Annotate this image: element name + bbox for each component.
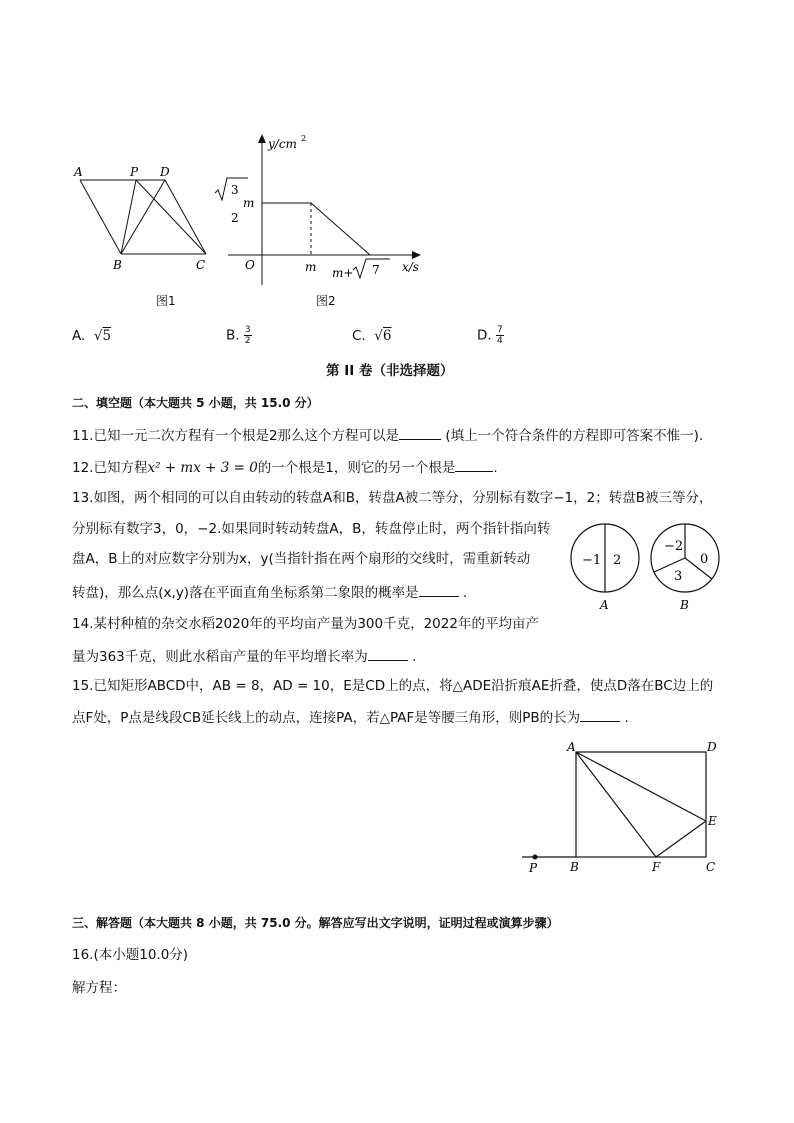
spinner-a-right-value: 2 <box>613 553 622 568</box>
q12-text-c: . <box>493 460 498 476</box>
q13-text-b: . <box>462 585 468 601</box>
fig1-edge-ab <box>80 180 121 254</box>
q12-text-a: 12.已知方程 <box>72 460 148 476</box>
fig2-y-label-exp: 2 <box>301 134 307 143</box>
fig2-y-label: y/cm <box>268 137 297 151</box>
q11-text-b: (填上一个符合条件的方程即可答案不惟一). <box>445 428 704 444</box>
q13-line-4 <box>72 582 467 602</box>
fig2-x-label: x/s <box>402 260 419 274</box>
q10-option-a-label: A. <box>72 328 86 344</box>
q14-text-a: 量为363千克，则此水稻亩产量的年平均增长率为 <box>72 649 368 665</box>
q15-label-b: B <box>570 860 579 874</box>
q15-segment-fe <box>656 821 706 857</box>
q15-label-a: A <box>567 740 576 754</box>
q15-line-1: 15.已知矩形ABCD中，AB = 8，AD = 10，E是CD上的点，将△ADE沿折痕AE折叠，使点D落在BC边上的 <box>72 678 714 694</box>
fig2-x-tick-m: m <box>305 260 317 274</box>
q13-line-1: 13.如图，两个相同的可以自由转动的转盘A和B，转盘A被二等分，分别标有数字−1，2；转盘B被三等分， <box>72 490 713 506</box>
spinner-a-left-value: −1 <box>582 553 602 568</box>
fig1-label-a: A <box>74 165 83 179</box>
q10-option-d-fraction: $\frac{7}{4}$ <box>496 325 503 346</box>
spinner-b-right-value: 0 <box>700 552 709 567</box>
fig1-label-c: C <box>196 258 206 272</box>
q13-answer-blank[interactable] <box>419 582 459 597</box>
fig2-y-tick-num: 3 <box>231 183 239 197</box>
q14-line-2 <box>72 646 416 666</box>
q10-option-a: A. √5 <box>72 328 112 344</box>
q15-text-a: 点F处，P点是线段CB延长线上的动点，连接PA，若△PAF是等腰三角形，则PB的长为 <box>72 710 581 726</box>
figure-q15 <box>516 736 726 876</box>
q10-option-d-label: D. <box>477 327 492 344</box>
q15-segment-ae <box>576 752 706 821</box>
q15-line-2 <box>72 707 629 727</box>
q14-answer-blank[interactable] <box>368 646 408 661</box>
section3-header: 三、解答题（本大题共 8 小题，共 75.0 分。解答应写出文字说明，证明过程或演算步骤） <box>72 916 559 930</box>
figure-1 <box>70 160 220 310</box>
q10-option-b-fraction: $\frac{3}{2}$ <box>244 325 251 346</box>
q10-option-b-label: B. <box>226 327 240 344</box>
fig1-label-p: P <box>130 165 139 179</box>
spinner-a-caption: A <box>600 598 609 612</box>
q14-line-1: 14.某村种植的杂交水稻2020年的平均亩产量为300千克，2022年的平均亩产 <box>72 616 539 632</box>
q15-rectangle-abcd <box>576 752 706 857</box>
fig1-seg-db <box>121 180 165 254</box>
fig2-y-tick-den: 2 <box>231 211 239 225</box>
fig2-x-tick-root: 7 <box>372 263 380 277</box>
q15-label-p: P <box>529 861 538 875</box>
q13-line-2: 分别标有数字3，0，−2.如果同时转动转盘A，B，转盘停止时，两个指针指向转 <box>72 521 551 537</box>
q15-label-f: F <box>652 860 661 874</box>
q16-prompt: 解方程： <box>72 980 126 996</box>
q10-option-b <box>226 325 252 346</box>
q12-answer-blank[interactable] <box>455 457 493 472</box>
fig1-caption: 图1 <box>156 294 176 308</box>
spinner-b-top-value: −2 <box>664 539 684 554</box>
q10-option-c: C. √6 <box>352 328 392 344</box>
q15-answer-blank[interactable] <box>580 707 620 722</box>
figure-2 <box>210 130 440 290</box>
part2-title: 第 II 卷（非选择题） <box>326 363 454 379</box>
spinner-b-bottom-value: 3 <box>674 569 683 584</box>
q13-text-a: 转盘)，那么点(x,y)落在平面直角坐标系第二象限的概率是 <box>72 585 419 601</box>
fig2-x-tick-m-plus: m+ <box>332 266 354 280</box>
q11-text-a: 11.已知一元二次方程有一个根是2那么这个方程可以是 <box>72 428 400 444</box>
fig2-graph-line <box>262 203 370 255</box>
fig2-y-tick-m: m <box>243 196 255 210</box>
q14-text-b: . <box>412 649 417 665</box>
q11 <box>72 425 703 445</box>
q11-answer-blank[interactable] <box>399 425 441 440</box>
q15-label-e: E <box>708 814 717 828</box>
q15-segment-af <box>576 752 656 857</box>
q16-title: 16.(本小题10.0分) <box>72 947 189 963</box>
fig1-label-b: B <box>113 258 122 272</box>
q12-equation: x² + mx + 3 = 0 <box>147 460 258 476</box>
q15-label-c: C <box>706 860 716 874</box>
spinners-figure <box>566 520 726 620</box>
section2-header: 二、填空题（本大题共 5 小题，共 15.0 分） <box>72 396 319 410</box>
spinner-b-caption: B <box>680 598 689 612</box>
q10-option-a-value: 5 <box>102 328 112 344</box>
fig2-y-arrow <box>258 134 266 143</box>
q12-text-b: 的一个根是1，则它的另一个根是 <box>257 460 456 476</box>
fig2-origin: O <box>245 258 255 272</box>
fig1-seg-pb <box>121 180 136 254</box>
q10-option-c-label: C. <box>352 328 366 344</box>
q10-option-c-value: 6 <box>382 328 392 344</box>
q15-point-p <box>533 855 538 860</box>
q12 <box>72 457 498 477</box>
q10-option-d <box>477 325 504 346</box>
fig2-x-arrow <box>412 251 421 259</box>
q13-line-3: 盘A，B上的对应数字分别为x，y(当指针指在两个扇形的交线时，需重新转动 <box>72 551 531 567</box>
q15-label-d: D <box>707 740 717 754</box>
fig1-label-d: D <box>160 165 170 179</box>
q15-text-b: . <box>624 710 629 726</box>
fig2-caption: 图2 <box>316 294 336 308</box>
